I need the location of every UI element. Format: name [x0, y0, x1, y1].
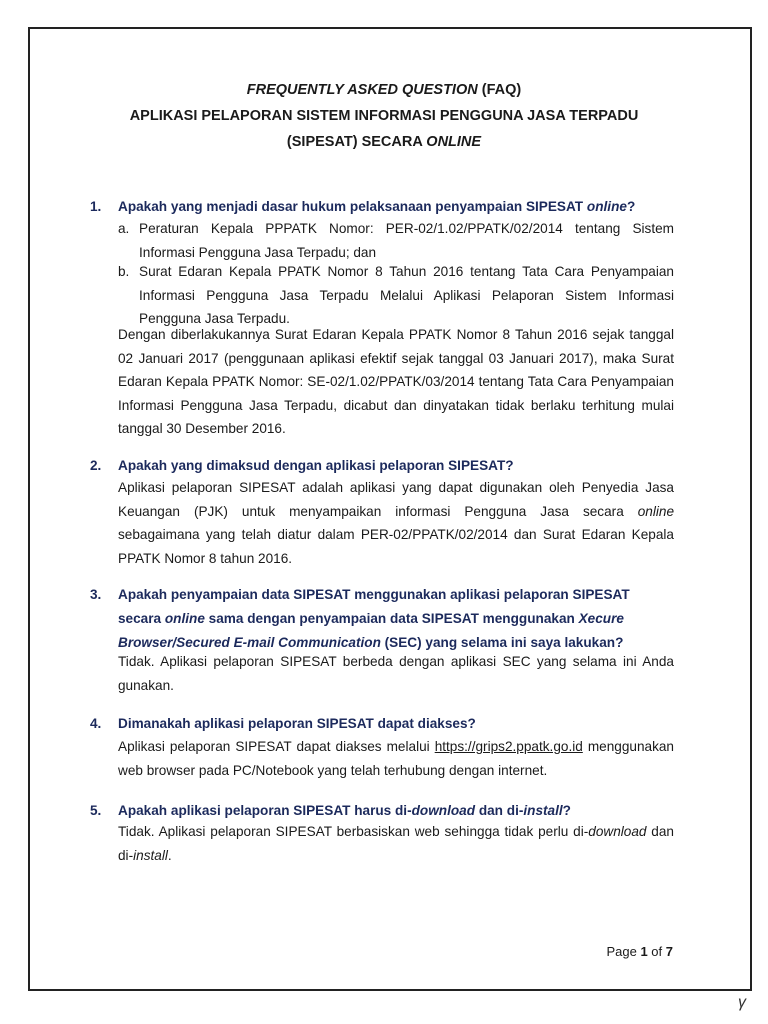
question-text-main: Apakah yang menjadi dasar hukum pelaksanaan penyampaian SIPESAT	[118, 199, 587, 214]
question-text	[118, 195, 635, 219]
question-text-part: Apakah aplikasi pelaporan SIPESAT harus di-	[118, 803, 412, 818]
page-total: 7	[665, 944, 673, 959]
question-text-part: dan di-	[475, 803, 524, 818]
question-text-italic: Browser/Secured E-mail Communication	[118, 635, 381, 650]
answer-text: Aplikasi pelaporan SIPESAT dapat diakses melalui	[118, 739, 435, 754]
answer-text: Aplikasi pelaporan SIPESAT adalah aplikasi yang dapat digunakan oleh Penyedia Jasa Keuangan (PJK) untuk menyampaikan informasi Pengguna Jasa secara	[118, 480, 674, 519]
question-text-part: (SEC) yang selama ini saya lakukan?	[380, 635, 624, 650]
question-text: Apakah penyampaian data SIPESAT menggunakan aplikasi pelaporan SIPESAT	[118, 587, 630, 602]
answer-text-italic: install	[133, 847, 168, 863]
faq-title-italic: FREQUENTLY ASKED QUESTION	[246, 82, 478, 98]
list-marker: b.	[118, 264, 130, 279]
list-item-a	[118, 217, 674, 265]
question-text: Apakah yang dimaksud dengan aplikasi pelaporan SIPESAT?	[118, 458, 514, 473]
question-text-part: sama dengan penyampaian data SIPESAT menggunakan	[204, 611, 579, 626]
question-text-italic: online	[164, 611, 205, 626]
page-of: of	[647, 944, 666, 959]
answer-text: Tidak. Aplikasi pelaporan SIPESAT berbasiskan web sehingga tidak perlu di-	[118, 824, 589, 839]
handwritten-mark: γ	[738, 994, 746, 1011]
faq-title	[0, 82, 768, 98]
list-text: Surat Edaran Kepala PPATK Nomor 8 Tahun 2016 tentang Tata Cara Penyampaian Informasi Pengguna Jasa Terpadu Melalui Aplikasi Pelaporan Sistem Informasi Pengguna Jasa Terpadu.	[139, 264, 674, 326]
question-number: 1.	[90, 199, 102, 214]
question-number: 4.	[90, 716, 102, 731]
question-number: 5.	[90, 803, 102, 818]
app-subtitle-italic: ONLINE	[426, 134, 482, 150]
question-text: Dimanakah aplikasi pelaporan SIPESAT dapat diakses?	[118, 716, 476, 731]
answer-text-italic: online	[637, 503, 674, 519]
question-text-italic: install	[523, 803, 563, 818]
page-word: Page	[606, 944, 641, 959]
answer-2	[118, 476, 674, 570]
answer-text-end: menggunakan web browser pada PC/Notebook yang telah terhubung dengan internet.	[118, 739, 674, 778]
answer-4	[118, 735, 674, 782]
list-text: Peraturan Kepala PPPATK Nomor: PER-02/1.02/PPATK/02/2014 tentang Sistem Informasi Pengguna Jasa Terpadu; dan	[139, 221, 674, 260]
answer-1: Dengan diberlakukannya Surat Edaran Kepala PPATK Nomor 8 Tahun 2016 sejak tanggal 02 Januari 2017 (penggunaan aplikasi efektif sejak tanggal 03 Januari 2017), maka Surat Edaran Kepala PPATK Nomor: SE-02/1.02/PPATK/03/2014 tentang Tata Cara Penyampaian Informasi Pengguna Jasa Terpadu, dicabut dan dinyatakan tidak berlaku terhitung mulai tanggal 30 Desember 2016.	[118, 327, 674, 436]
question-text-part: ?	[562, 803, 571, 818]
answer-text: dan di-	[118, 824, 674, 863]
list-marker: a.	[118, 221, 130, 236]
page-current: 1	[640, 944, 648, 959]
answer-5	[118, 820, 674, 867]
faq-title-suffix: (FAQ)	[477, 82, 522, 98]
question-text-part: secara	[118, 611, 165, 626]
list-item-b	[118, 260, 674, 330]
app-title: APLIKASI PELAPORAN SISTEM INFORMASI PENGGUNA JASA TERPADU	[129, 108, 639, 124]
app-subtitle-plain: (SIPESAT) SECARA	[286, 134, 427, 150]
sipesat-link[interactable]: https://grips2.ppatk.go.id	[434, 739, 583, 754]
answer-text-end: sebagaimana yang telah diatur dalam PER-02/PPATK/02/2014 dan Surat Edaran Kepala PPATK Nomor 8 tahun 2016.	[118, 527, 674, 566]
question-text	[118, 607, 624, 631]
app-subtitle	[0, 134, 768, 150]
question-number: 2.	[90, 458, 102, 473]
page-number	[606, 944, 673, 959]
question-text-italic: Xecure	[578, 611, 624, 626]
answer-3: Tidak. Aplikasi pelaporan SIPESAT berbeda dengan aplikasi SEC yang selama ini Anda gunakan.	[118, 654, 674, 693]
answer-text-italic: download	[588, 824, 647, 839]
question-text-italic: download	[411, 803, 476, 818]
answer-text-end: .	[167, 847, 172, 863]
question-number: 3.	[90, 587, 102, 602]
question-text-end: ?	[626, 199, 636, 214]
question-text-italic: online	[586, 199, 627, 214]
